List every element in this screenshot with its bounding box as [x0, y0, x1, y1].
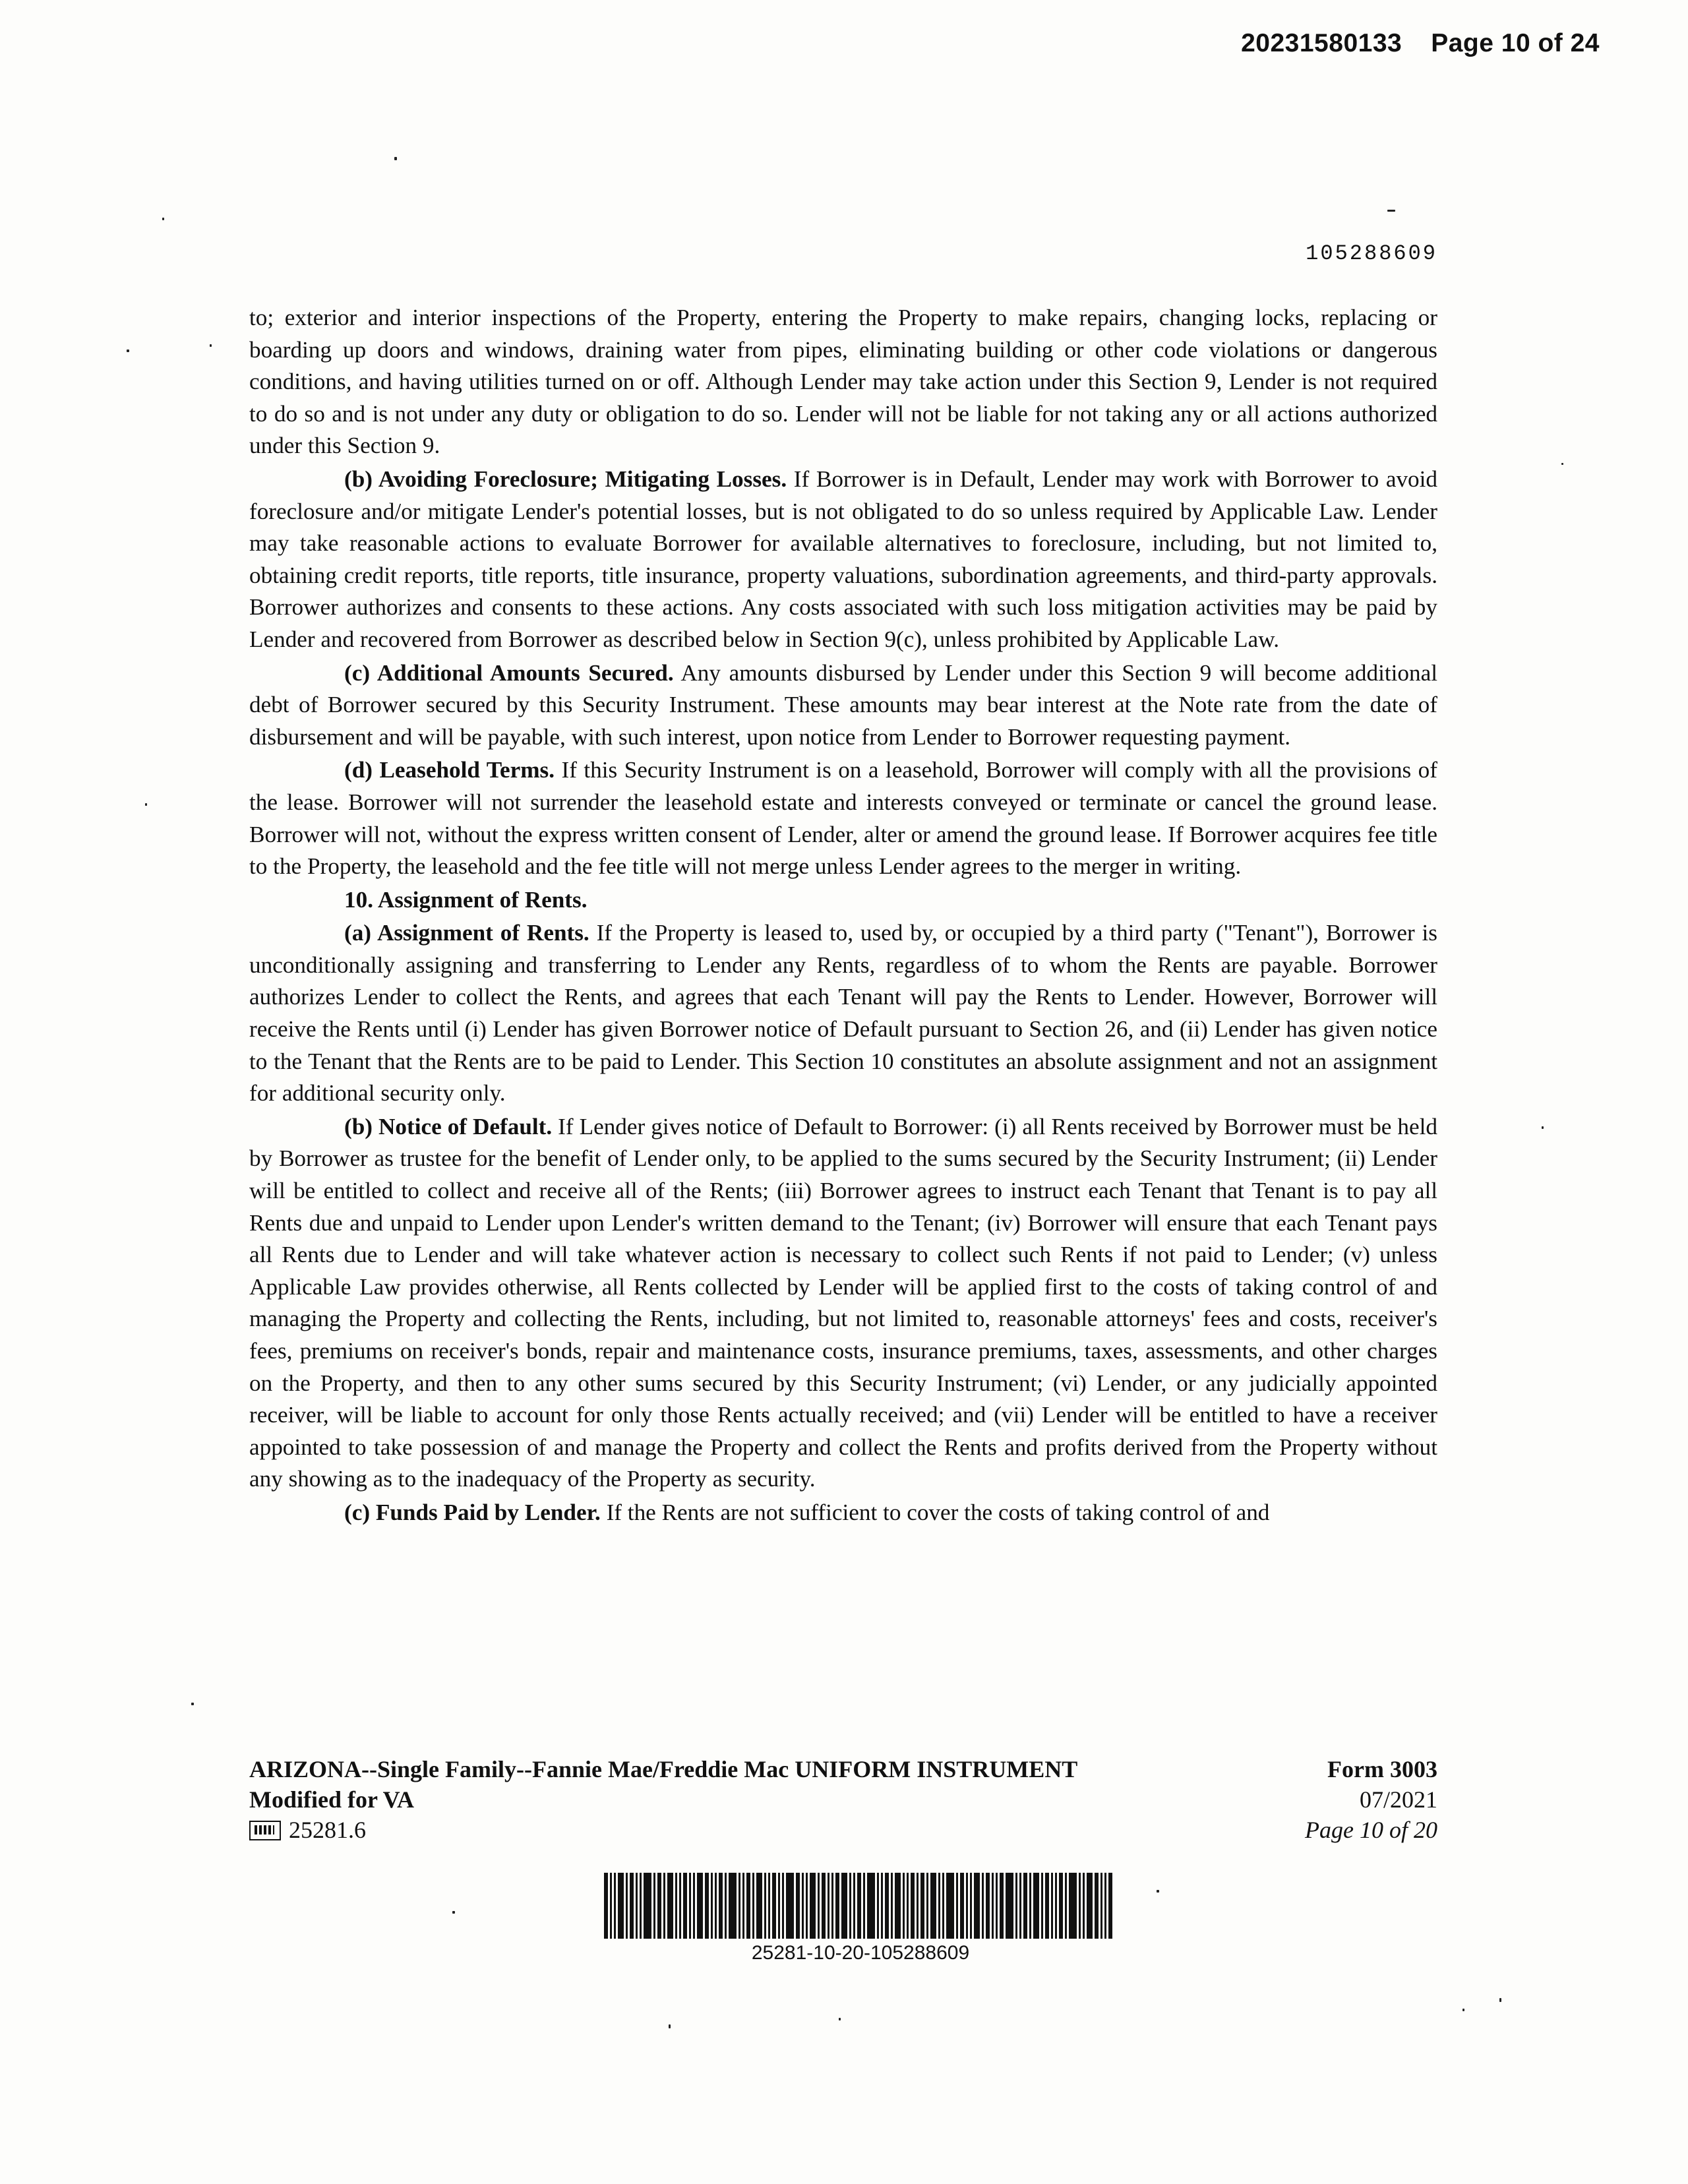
barcode-bar	[711, 1873, 713, 1939]
barcode-bar	[930, 1873, 936, 1939]
barcode-bar	[903, 1873, 905, 1939]
barcode-bar	[835, 1873, 839, 1939]
section-heading	[249, 884, 1437, 917]
paragraph	[249, 1497, 1437, 1529]
scan-speck	[127, 349, 129, 352]
barcode-bar	[604, 1873, 608, 1939]
barcode-bar	[697, 1873, 703, 1939]
paragraph-text: to; exterior and interior inspections of the Property, entering the Property to make repairs, changing locks, replacing or boarding up doors and windows, draining water from pipes, eliminating building or other code violations or dangerous conditions, and having utilities turned on or off. Although Lender may take action under this Section 9, Lender is not required to do so and is not under any duty or obligation to do so. Lender will not be liable for not taking any or all actions authorized under this Section 9.	[249, 305, 1437, 459]
form-number	[1226, 1754, 1437, 1784]
barcode-bar	[966, 1873, 968, 1939]
scan-speck	[669, 2024, 671, 2028]
barcode-bar	[705, 1873, 709, 1939]
barcode-bar	[1023, 1873, 1027, 1939]
barcode-bar	[877, 1873, 879, 1939]
form-title-text: ARIZONA--Single Family--Fannie Mae/Freddie Mac UNIFORM INSTRUMENT	[249, 1756, 1078, 1782]
paragraph	[249, 917, 1437, 1110]
barcode-bar	[917, 1873, 919, 1939]
document-body	[249, 302, 1437, 1531]
barcode-bar	[857, 1873, 861, 1939]
barcode-bar	[982, 1873, 984, 1939]
barcode-bar	[946, 1873, 954, 1939]
barcode-bar	[974, 1873, 980, 1939]
barcode-bar	[725, 1873, 727, 1939]
scan-speck	[1387, 210, 1395, 212]
scan-speck	[1157, 1890, 1159, 1893]
barcode-bar	[802, 1873, 804, 1939]
barcode-bar	[1000, 1873, 1004, 1939]
barcode-bar	[1108, 1873, 1112, 1939]
barcode-bar	[1051, 1873, 1053, 1939]
paragraph-text: If Borrower is in Default, Lender may work with Borrower to avoid foreclosure and/or mitigate Lender's potential losses, but is not obligated to do so unless required by Applicable Law. Lender may take reasonable actions to evaluate Borrower for available alternatives to foreclosure, including, but not limited to, obtaining credit reports, title reports, title insurance, property valuations, subordination agreements, and third-party approvals. Borrower authorizes and consents to these actions. Any costs associated with such loss mitigation activities may be paid by Lender and recovered from Borrower as described below in Section 9(c), unless prohibited by Applicable Law.	[249, 466, 1437, 652]
barcode-bar	[764, 1873, 766, 1939]
page-label: Page 10 of 24	[1431, 29, 1600, 57]
scan-speck	[1561, 463, 1563, 465]
barcode-bar	[630, 1873, 634, 1939]
scan-speck	[452, 1911, 455, 1914]
barcode-bar	[636, 1873, 638, 1939]
barcode-bar	[1015, 1873, 1017, 1939]
barcode-bar	[970, 1873, 972, 1939]
barcode-bar	[867, 1873, 875, 1939]
recording-header	[1241, 29, 1600, 58]
barcode-bar	[679, 1873, 681, 1939]
form-modified	[249, 1784, 1077, 1815]
barcode-bar	[956, 1873, 958, 1939]
doc-code-line	[249, 1815, 1077, 1845]
barcode-bar	[911, 1873, 915, 1939]
barcode-bar	[920, 1873, 924, 1939]
paragraph-heading: (c) Funds Paid by Lender.	[344, 1499, 601, 1525]
scan-speck	[162, 218, 164, 220]
barcode-bar	[806, 1873, 808, 1939]
barcode-bar	[752, 1873, 754, 1939]
barcode-bar	[715, 1873, 717, 1939]
barcode-bar	[891, 1873, 893, 1939]
form-number-text: Form 3003	[1327, 1756, 1437, 1782]
barcode-text: 25281-10-20-105288609	[751, 1942, 970, 1964]
paragraph-text: Any amounts disbursed by Lender under this Section 9 will become additional debt of Borrower secured by this Security Instrument. These amounts may bear interest at the Note rate from the date of disbursement and will be payable, with such interest, upon notice from Lender to Borrower requesting payment.	[249, 659, 1437, 750]
barcode-bar	[992, 1873, 994, 1939]
paragraph	[249, 302, 1437, 462]
barcode-bar	[853, 1873, 855, 1939]
barcode-bar	[926, 1873, 928, 1939]
barcode-bar	[738, 1873, 740, 1939]
barcode-bar	[1100, 1873, 1102, 1939]
barcode-bar	[719, 1873, 723, 1939]
barcode-bar	[756, 1873, 762, 1939]
paragraph-heading: (b) Avoiding Foreclosure; Mitigating Losses.	[344, 466, 787, 492]
paragraph-text: If the Property is leased to, used by, or occupied by a third party ("Tenant"), Borrower is unconditionally assigning and transferring to Lender any Rents, regardless of to whom the Rents are payable. Borrower authorizes Lender to collect the Rents, and agrees that each Tenant will pay the Rents to Lender. However, Borrower will receive the Rents until (i) Lender has given Borrower notice of Default pursuant to Section 26, and (ii) Lender has given notice to the Tenant that the Rents are to be paid to Lender. This Section 10 constitutes an absolute assignment and not an assignment for additional security only.	[249, 920, 1437, 1107]
barcode-bar	[1083, 1873, 1085, 1939]
barcode-bar	[831, 1873, 833, 1939]
barcode-bar	[729, 1873, 737, 1939]
barcode-bar	[663, 1873, 665, 1939]
barcode-bar	[742, 1873, 744, 1939]
barcode-bar	[782, 1873, 784, 1939]
barcode-bar	[1087, 1873, 1093, 1939]
paragraph-heading: (a) Assignment of Rents.	[344, 920, 589, 946]
paragraph-heading: 10. Assignment of Rents.	[344, 886, 588, 913]
barcode-bar	[881, 1873, 883, 1939]
paragraph-text: If Lender gives notice of Default to Borrower: (i) all Rents received by Borrower must be held by Borrower as trustee for the benefit of Lender only, to be applied to the sums secured by the Security Instrument; (ii) Lender will be entitled to collect and receive all of the Rents; (iii) Borrower agrees to instruct each Tenant that Tenant is to pay all Rents due and unpaid to Lender upon Lender's written demand to the Tenant; (iv) Borrower will ensure that each Tenant pays all Rents due to Lender and will take whatever action is necessary to collect such Rents if not paid to Lender; (v) unless Applicable Law provides otherwise, all Rents collected by Lender will be applied first to the costs of taking control of and managing the Property and collecting the Rents, including, but not limited to, reasonable attorneys' fees and costs, receiver's fees, premiums on receiver's bonds, repair and maintenance costs, insurance premiums, taxes, assessments, and other charges on the Property, and then to any other sums secured by this Security Instrument; (vi) Lender, or any judicially appointed receiver, will be liable to account for only those Rents actually received; and (vii) Lender will be entitled to have a receiver appointed to take possession of and manage the Property and collect the Rents and profits derived from the Property without any showing as to the inadequacy of the Property as security.	[249, 1113, 1437, 1492]
barcode-bar	[653, 1873, 655, 1939]
barcode-bar	[885, 1873, 889, 1939]
paragraph	[249, 657, 1437, 754]
barcode-bar	[610, 1873, 612, 1939]
barcode-bar	[667, 1873, 673, 1939]
barcode-bar	[640, 1873, 642, 1939]
paragraph-heading: (b) Notice of Default.	[344, 1113, 553, 1139]
barcode-bar	[693, 1873, 695, 1939]
recording-number: 20231580133	[1241, 29, 1402, 57]
barcode-bar	[1006, 1873, 1013, 1939]
barcode-bar	[1095, 1873, 1099, 1939]
scan-speck	[1462, 2009, 1464, 2011]
paragraph-text: If this Security Instrument is on a leasehold, Borrower will comply with all the provisions of the lease. Borrower will not surrender the leasehold estate and interests conveyed or terminate or cancel the ground lease. Borrower will not, without the express written consent of Lender, alter or amend the ground lease. If Borrower acquires fee title to the Property, the leasehold and the fee title will not merge unless Lender agrees to the merger in writing.	[249, 757, 1437, 880]
barcode-bar	[778, 1873, 780, 1939]
form-page	[1226, 1815, 1437, 1845]
barcode-bar	[644, 1873, 651, 1939]
barcode-bar	[960, 1873, 964, 1939]
barcode-bar	[818, 1873, 820, 1939]
scan-speck	[210, 344, 212, 347]
barcode	[604, 1873, 1117, 1939]
scan-speck	[191, 1703, 194, 1705]
barcode-bar	[942, 1873, 944, 1939]
paragraph-text: If the Rents are not sufficient to cover the costs of taking control of and	[600, 1499, 1270, 1525]
barcode-bar	[657, 1873, 661, 1939]
barcode-bar	[996, 1873, 998, 1939]
barcode-bar	[796, 1873, 800, 1939]
barcode-bar	[1041, 1873, 1043, 1939]
barcode-bar	[849, 1873, 851, 1939]
barcode-bar	[863, 1873, 865, 1939]
barcode-bar	[618, 1873, 624, 1939]
barcode-bar	[689, 1873, 691, 1939]
barcode-bar	[1079, 1873, 1081, 1939]
scan-speck	[839, 2018, 841, 2020]
barcode-bar	[1059, 1873, 1063, 1939]
loan-number: 105288609	[1306, 241, 1437, 266]
paragraph	[249, 1111, 1437, 1496]
barcode-bar	[675, 1873, 677, 1939]
barcode-bar	[772, 1873, 776, 1939]
doc-code: 25281.6	[289, 1817, 366, 1843]
barcode-bar	[768, 1873, 770, 1939]
barcode-bar	[683, 1873, 687, 1939]
barcode-bar	[907, 1873, 909, 1939]
barcode-bar	[828, 1873, 829, 1939]
paragraph-heading: (c) Additional Amounts Secured.	[344, 659, 674, 686]
barcode-bar	[1045, 1873, 1049, 1939]
form-modified-text: Modified for VA	[249, 1786, 415, 1813]
paragraph-heading: (d) Leasehold Terms.	[344, 757, 555, 783]
barcode-bar	[786, 1873, 794, 1939]
barcode-bar	[1065, 1873, 1067, 1939]
scan-speck	[394, 157, 397, 160]
barcode-bar	[1019, 1873, 1021, 1939]
form-title	[249, 1754, 1077, 1784]
barcode-bar	[1029, 1873, 1031, 1939]
barcode-bar	[746, 1873, 750, 1939]
barcode-bar	[810, 1873, 816, 1939]
form-date: 07/2021	[1359, 1786, 1437, 1813]
barcode-bar	[1033, 1873, 1039, 1939]
barcode-bar	[1069, 1873, 1077, 1939]
barcode-bar	[626, 1873, 628, 1939]
barcode-bar	[895, 1873, 901, 1939]
barcode-bar	[938, 1873, 940, 1939]
scan-speck	[1542, 1126, 1544, 1129]
paragraph	[249, 464, 1437, 656]
form-footer-right	[1226, 1754, 1437, 1845]
form-footer-left	[249, 1754, 1077, 1845]
barcode-bar	[986, 1873, 990, 1939]
barcode-bar	[1055, 1873, 1057, 1939]
form-page-text: Page 10 of 20	[1305, 1817, 1437, 1843]
scan-speck	[145, 803, 147, 806]
barcode-bar	[822, 1873, 826, 1939]
barcode-bar	[614, 1873, 616, 1939]
scan-speck	[1499, 1998, 1501, 2002]
barcode-bar	[1104, 1873, 1106, 1939]
ellie-mae-icon	[249, 1821, 281, 1840]
paragraph	[249, 754, 1437, 882]
barcode-bar	[841, 1873, 847, 1939]
